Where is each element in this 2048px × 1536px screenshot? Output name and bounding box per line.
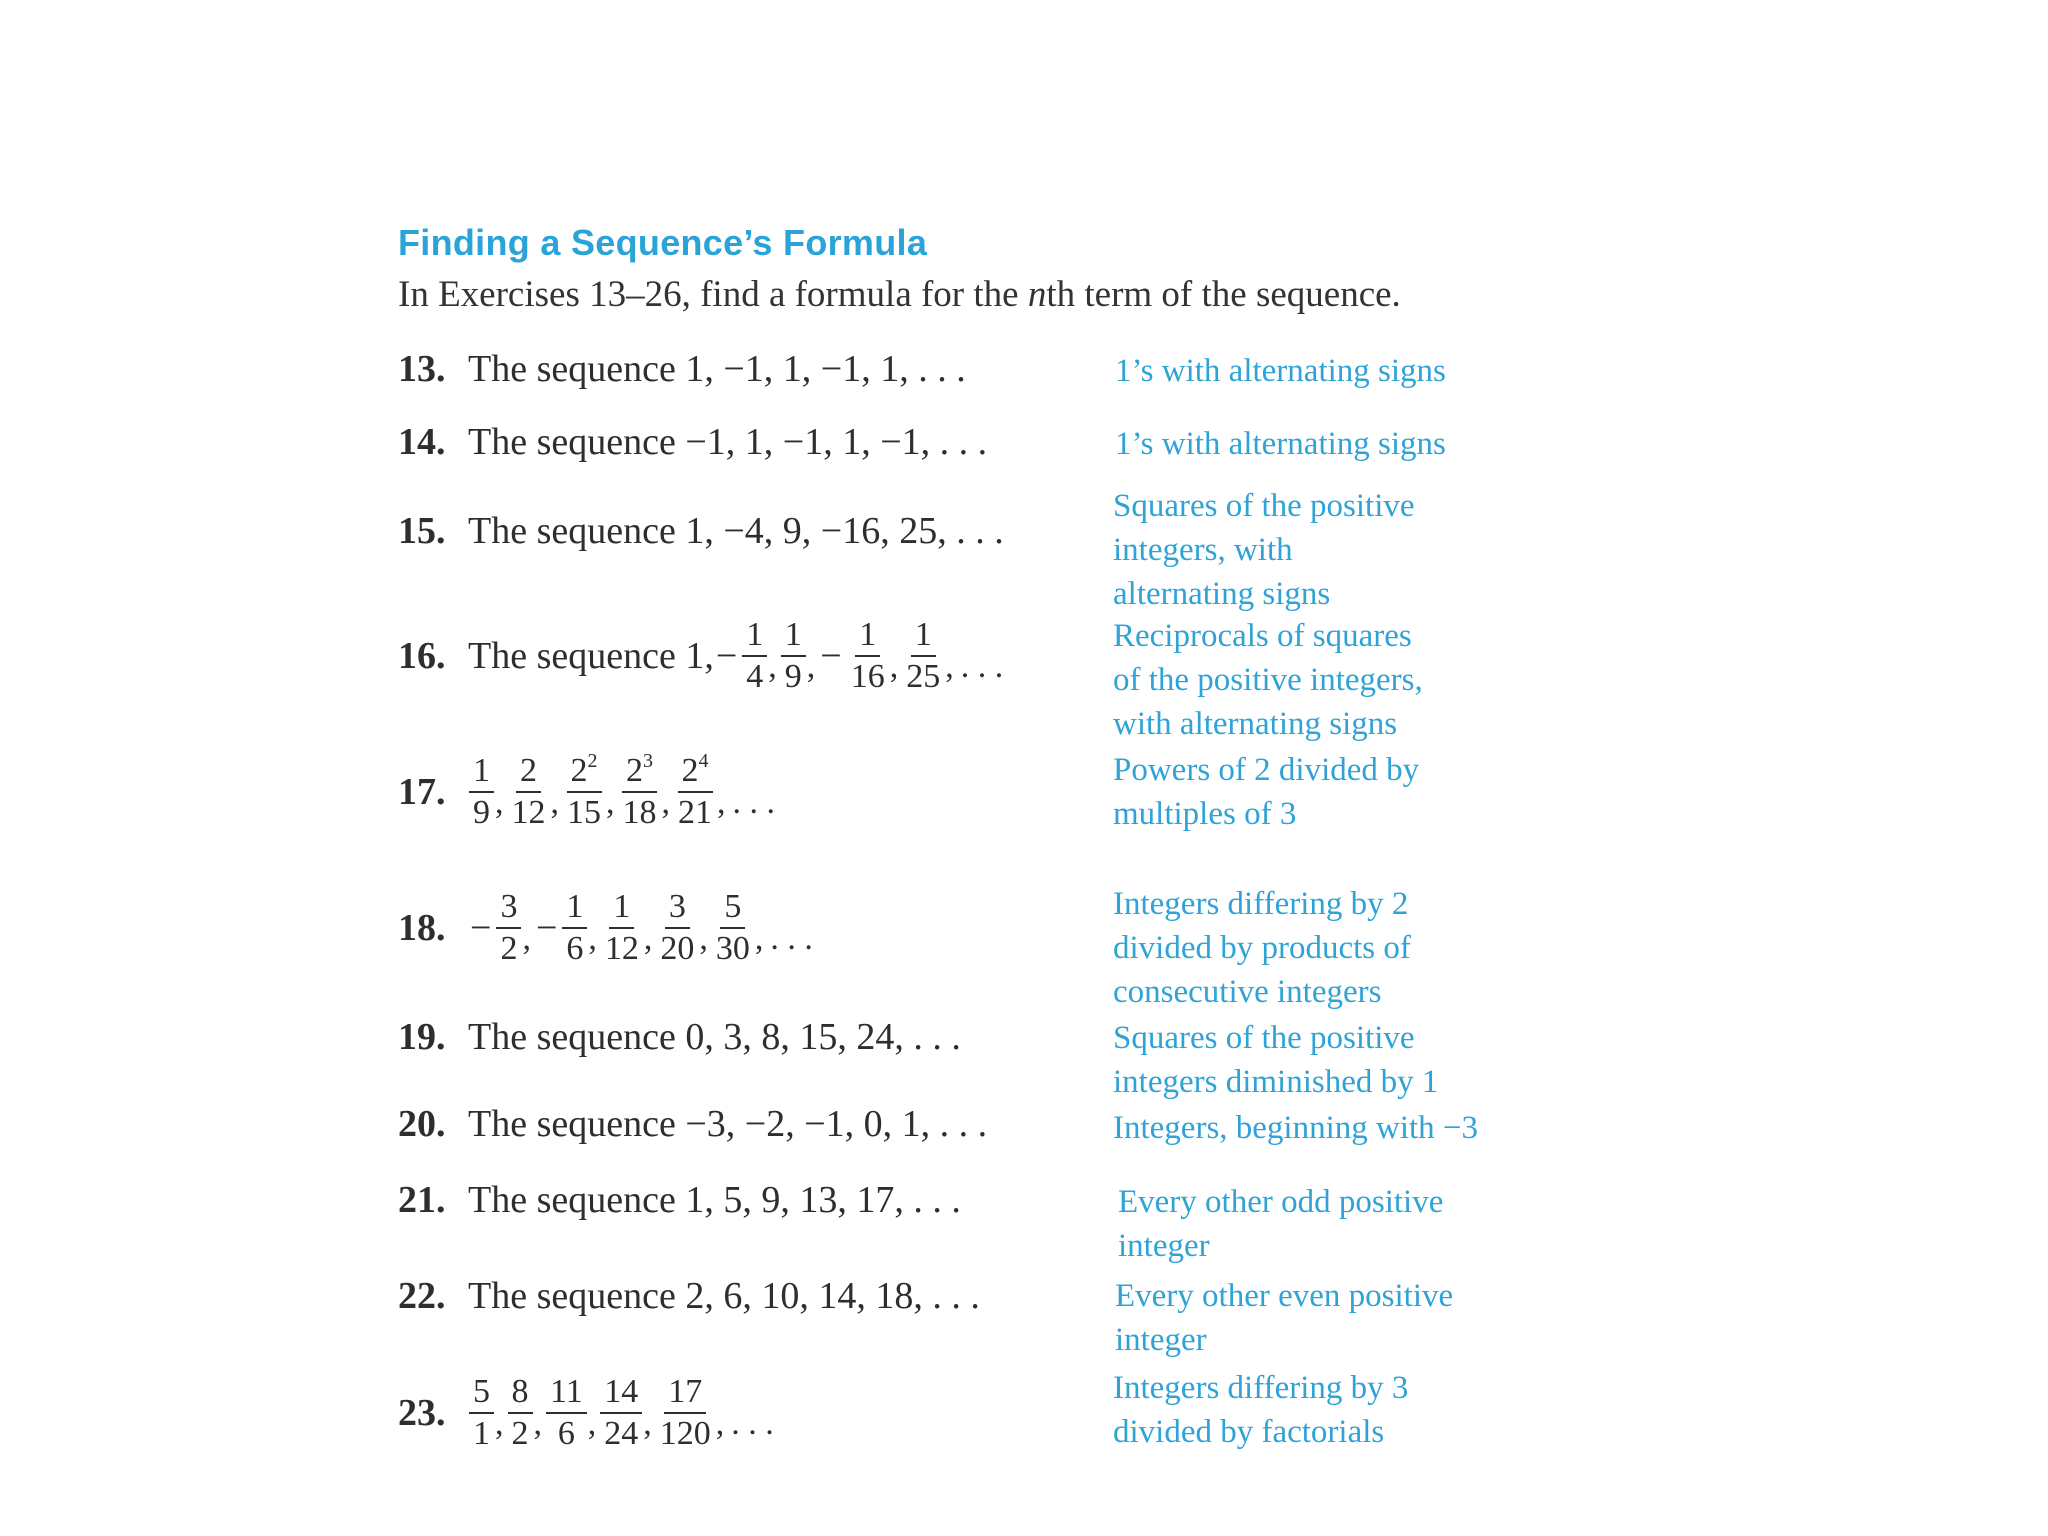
exercise-20 [398, 1102, 987, 1146]
numerator-base: 1 [859, 616, 877, 653]
exercise-17 [398, 751, 778, 833]
numerator [665, 887, 690, 929]
exercise-number: 23. [398, 1392, 446, 1434]
numerator [508, 1372, 533, 1414]
comma-separator: , [806, 648, 816, 685]
numerator-base: 1 [914, 616, 932, 653]
fraction-term [619, 751, 661, 833]
numerator [609, 887, 634, 929]
numerator [567, 751, 602, 793]
comma-separator: , [945, 648, 954, 685]
exercise-number: 18. [398, 907, 446, 949]
comma-separator: , [533, 1405, 542, 1442]
comma-separator: , [550, 784, 559, 821]
intro-variable-n: n [1027, 274, 1047, 315]
comma-separator: , [754, 920, 764, 957]
comma-separator: , [768, 648, 777, 685]
denominator: 15 [567, 794, 601, 831]
exercise-17-hint: Powers of 2 divided by multiples of 3 [1113, 752, 1420, 832]
numerator-base: 11 [550, 1373, 583, 1410]
comma-separator: , [588, 920, 597, 957]
numerator-base: 5 [473, 1373, 490, 1410]
numerator-base: 5 [724, 888, 742, 925]
numerator [469, 751, 494, 793]
fraction-term [562, 887, 587, 969]
exercise-sequence: The sequence 1, [468, 635, 714, 677]
exercise-number: 20. [398, 1103, 446, 1145]
exercise-18-hint: Integers differing by 2 divided by products of consecutive integers [1113, 886, 1411, 1010]
comma-separator: , [661, 784, 670, 821]
denominator: 9 [784, 658, 802, 695]
denominator: 1 [473, 1415, 490, 1452]
exercise-16 [398, 615, 1006, 697]
intro-text-end: th term of the sequence. [1046, 274, 1401, 315]
ellipsis: . . . [732, 784, 775, 821]
exercise-22 [398, 1274, 980, 1318]
fraction-term [712, 887, 754, 969]
exercise-number: 19. [398, 1016, 446, 1058]
fraction-term [902, 615, 944, 697]
numerator-base: 2 [681, 752, 699, 789]
numerator-base: 2 [570, 752, 588, 789]
fraction-term [601, 887, 643, 969]
numerator-base: 17 [668, 1373, 703, 1410]
numerator [855, 615, 880, 657]
fraction-term [546, 1372, 587, 1454]
numerator [622, 751, 657, 793]
ellipsis: . . . [770, 920, 813, 957]
numerator [516, 751, 541, 793]
denominator: 6 [557, 1415, 575, 1452]
fraction-term [496, 887, 521, 969]
numerator-base: 3 [500, 888, 518, 925]
comma-separator: , [495, 1405, 504, 1442]
denominator: 20 [660, 930, 695, 967]
exercise-15-hint: Squares of the positive integers, with alternating signs [1113, 488, 1415, 612]
fraction-term [742, 615, 767, 697]
exercise-16-hint: Reciprocals of squares of the positive integers, with alternating signs [1113, 618, 1423, 742]
denominator: 18 [622, 794, 657, 831]
denominator: 25 [906, 658, 941, 695]
exercise-18 [398, 887, 816, 969]
denominator: 2 [500, 930, 518, 967]
minus-sign: − [715, 635, 738, 677]
fraction-term [508, 751, 550, 833]
exercise-21-hint: Every other odd positive integer [1118, 1184, 1444, 1264]
exercise-instructions [398, 273, 1401, 316]
numerator [678, 751, 713, 793]
exercise-19 [398, 1015, 961, 1059]
exercise-number: 15. [398, 510, 446, 552]
denominator: 120 [659, 1415, 711, 1452]
comma-separator: , [717, 784, 726, 821]
fraction-sequence [714, 615, 1006, 697]
denominator: 12 [511, 794, 546, 831]
intro-text-start: In Exercises 13–26, find a formula for the [398, 274, 1028, 315]
comma-separator: , [643, 920, 653, 957]
denominator: 12 [604, 930, 639, 967]
minus-sign: − [820, 635, 842, 677]
exercise-23-hint: Integers differing by 3 divided by factorials [1113, 1370, 1409, 1450]
minus-sign: − [535, 907, 558, 949]
ellipsis: . . . [960, 648, 1004, 685]
exercise-sequence: The sequence −3, −2, −1, 0, 1, . . . [468, 1103, 988, 1145]
exercise-number: 16. [398, 635, 446, 677]
denominator: 4 [746, 658, 764, 695]
numerator [469, 1372, 494, 1414]
denominator: 16 [850, 658, 885, 695]
fraction-sequence [468, 1372, 777, 1454]
exercise-number: 17. [398, 771, 446, 813]
exercise-number: 13. [398, 348, 446, 390]
comma-separator: , [643, 1405, 652, 1442]
denominator: 24 [604, 1415, 639, 1452]
exercise-21 [398, 1178, 961, 1222]
numerator-base: 3 [668, 888, 686, 925]
minus-sign: − [470, 907, 492, 949]
denominator: 2 [511, 1415, 529, 1452]
numerator [600, 1372, 642, 1414]
numerator-base: 8 [511, 1373, 529, 1410]
exercise-sequence: The sequence −1, 1, −1, 1, −1, . . . [468, 421, 988, 463]
numerator [911, 615, 936, 657]
fraction-term [781, 615, 806, 697]
comma-separator: , [606, 784, 615, 821]
exponent: 2 [587, 750, 598, 772]
comma-separator: , [495, 784, 504, 821]
numerator [742, 615, 767, 657]
denominator: 6 [566, 930, 584, 967]
section-heading: Finding a Sequence’s Formula [398, 222, 928, 263]
fraction-term [469, 1372, 494, 1454]
exercise-sequence: The sequence 2, 6, 10, 14, 18, . . . [468, 1275, 980, 1317]
numerator [546, 1372, 587, 1414]
denominator: 30 [715, 930, 750, 967]
numerator-base: 1 [784, 616, 802, 653]
numerator-base: 1 [613, 888, 631, 925]
numerator-base: 14 [604, 1373, 639, 1410]
exercise-22-hint: Every other even positive integer [1115, 1278, 1454, 1358]
comma-separator: , [715, 1405, 725, 1442]
exercise-19-hint: Squares of the positive integers diminished by 1 [1113, 1020, 1439, 1100]
numerator [720, 887, 745, 929]
exercise-13-hint: 1’s with alternating signs [1115, 353, 1446, 389]
numerator [664, 1372, 706, 1414]
numerator-base: 2 [626, 752, 643, 789]
denominator: 9 [473, 794, 490, 831]
exercise-sequence: The sequence 1, 5, 9, 13, 17, . . . [468, 1179, 961, 1221]
exercise-20-hint: Integers, beginning with −3 [1113, 1110, 1479, 1146]
numerator-base: 1 [566, 888, 584, 925]
numerator [781, 615, 806, 657]
exercise-14-hint: 1’s with alternating signs [1115, 426, 1446, 462]
exercise-14 [398, 420, 987, 464]
fraction-sequence [468, 751, 778, 833]
fraction-term [656, 887, 698, 969]
comma-separator: , [699, 920, 708, 957]
numerator [496, 887, 521, 929]
fraction-term [847, 615, 889, 697]
exponent: 4 [698, 750, 709, 772]
fraction-term [563, 751, 605, 833]
exercise-sequence: The sequence 0, 3, 8, 15, 24, . . . [468, 1016, 961, 1058]
numerator-base: 1 [473, 752, 490, 789]
fraction-term [656, 1372, 715, 1454]
exercise-sequence: The sequence 1, −1, 1, −1, 1, . . . [468, 348, 966, 390]
exercise-23 [398, 1372, 777, 1454]
fraction-term [674, 751, 716, 833]
fraction-term [600, 1372, 642, 1454]
ellipsis: . . . [731, 1405, 774, 1442]
numerator [562, 887, 587, 929]
denominator: 21 [678, 794, 712, 831]
exponent: 3 [643, 750, 653, 772]
comma-separator: , [587, 1405, 597, 1442]
fraction-term [469, 751, 494, 833]
exercise-15 [398, 509, 1004, 553]
comma-separator: , [889, 648, 899, 685]
exercise-13 [398, 347, 966, 391]
exercise-number: 21. [398, 1179, 446, 1221]
exercise-sequence: The sequence 1, −4, 9, −16, 25, . . . [468, 510, 1004, 552]
fraction-term [508, 1372, 533, 1454]
numerator-base: 2 [520, 752, 537, 789]
exercise-number: 14. [398, 421, 446, 463]
fraction-sequence [468, 887, 816, 969]
comma-separator: , [522, 920, 531, 957]
numerator-base: 1 [746, 616, 764, 653]
exercise-number: 22. [398, 1275, 446, 1317]
